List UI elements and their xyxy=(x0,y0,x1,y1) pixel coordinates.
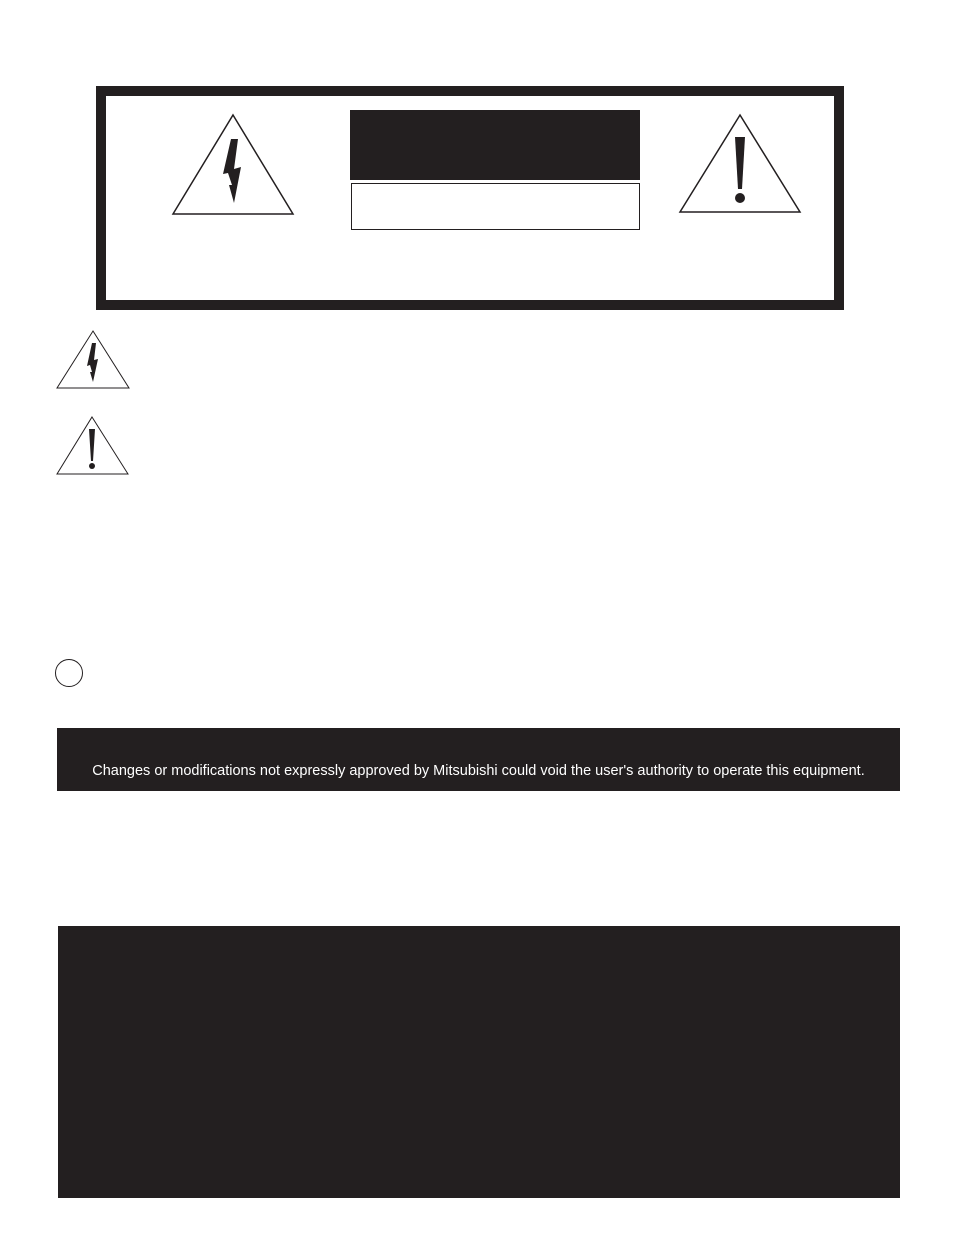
lightning-warning-icon xyxy=(171,113,295,216)
exclamation-warning-icon xyxy=(678,113,802,214)
notice-block xyxy=(58,926,900,1198)
exclamation-warning-icon xyxy=(55,415,130,476)
lightning-warning-icon xyxy=(55,329,131,390)
caution-subtext-box xyxy=(351,183,640,230)
circle-icon xyxy=(55,659,83,687)
fcc-notice-bar xyxy=(57,728,900,791)
fcc-notice-text: Changes or modifications not expressly approved by Mitsubishi could void the user's authority to operate this equipment. xyxy=(92,763,865,779)
caution-header-band xyxy=(350,110,640,180)
